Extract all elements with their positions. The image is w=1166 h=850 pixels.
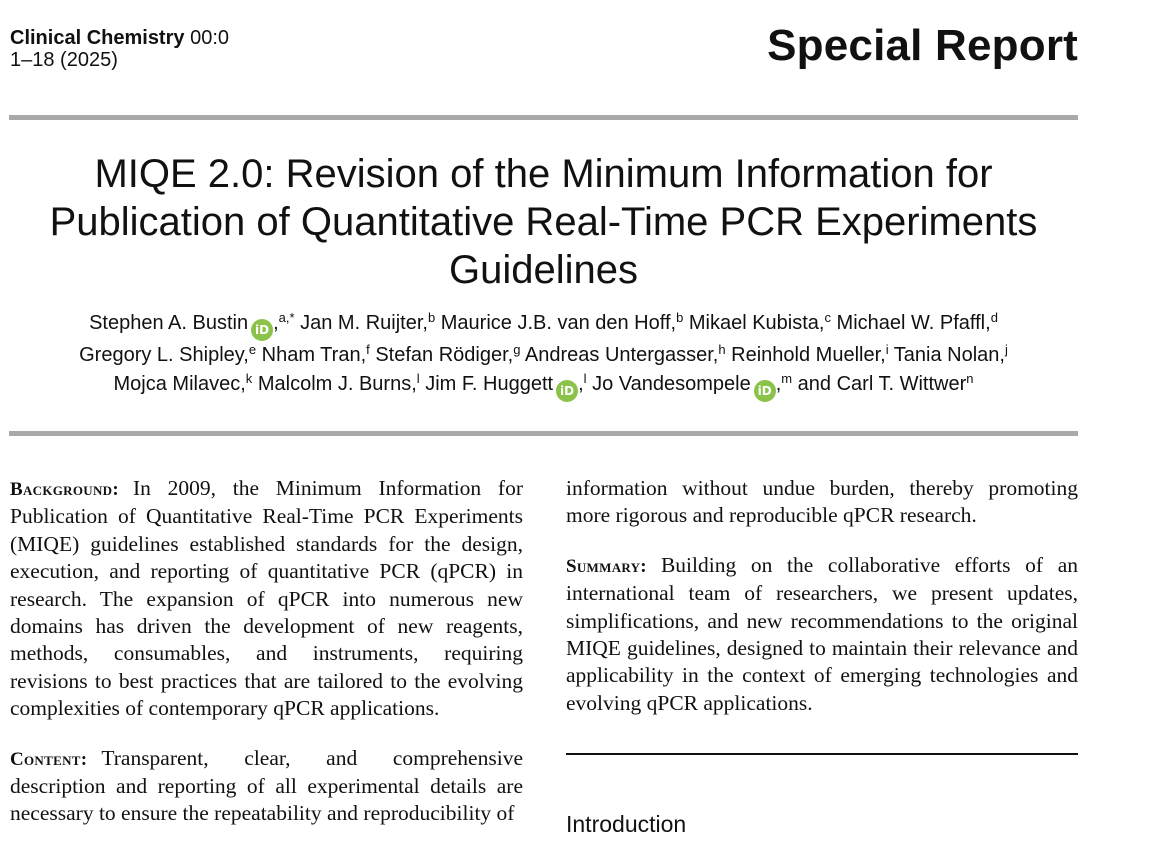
bottom-divider — [9, 431, 1078, 436]
author-affiliation: j — [1004, 342, 1008, 357]
author-separator: , — [243, 344, 249, 366]
author-separator: , — [999, 344, 1005, 366]
author-name[interactable]: Maurice J.B. van den Hoff — [440, 312, 671, 334]
abstract-summary — [566, 552, 1078, 717]
author-affiliation: b — [676, 310, 684, 325]
author-separator: , — [240, 373, 246, 395]
author-name[interactable]: Stephen A. Bustin — [89, 312, 249, 334]
background-label: Background: — [10, 479, 119, 500]
author-affiliation: h — [718, 342, 726, 357]
author-separator: , — [712, 344, 719, 366]
author-list — [9, 309, 1078, 402]
abstract-right-column — [566, 475, 1078, 739]
author-separator: , — [578, 373, 584, 395]
author-affiliation: k — [245, 371, 253, 386]
author-affiliation: a,* — [278, 310, 295, 325]
author-name[interactable]: Michael W. Pfaffl — [836, 312, 986, 334]
report-type-heading: Special Report — [767, 21, 1078, 70]
author-separator: , — [985, 312, 991, 334]
content-continued: information without undue burden, thereby promoting more rigorous and reproducible qPCR research. — [566, 476, 1078, 528]
author-separator: , — [411, 373, 417, 395]
author-separator: , — [670, 312, 677, 334]
article-title: MIQE 2.0: Revision of the Minimum Information for Publication of Quantitative Real-Time PCR Experiments Guidelines — [49, 152, 1038, 292]
content-label: Content: — [10, 748, 88, 770]
orcid-icon[interactable]: iD — [251, 319, 273, 341]
author-affiliation: b — [427, 310, 436, 325]
author-affiliation: g — [513, 342, 521, 357]
author-separator: , — [880, 344, 886, 366]
author-name[interactable]: Andreas Untergasser — [524, 344, 713, 366]
author-separator: , — [273, 312, 279, 334]
author-affiliation: l — [583, 371, 587, 386]
abstract-left-column — [10, 475, 523, 850]
author-affiliation: e — [248, 342, 257, 357]
author-name[interactable]: Tania Nolan — [893, 344, 1000, 366]
author-affiliation: i — [885, 342, 889, 357]
author-affiliation: c — [824, 310, 831, 325]
author-name[interactable]: Nham Tran — [261, 344, 361, 366]
abstract-content — [10, 745, 523, 828]
background-text: In 2009, the Minimum Information for Publication of Quantitative Real-Time PCR Experiments (MIQE) guidelines established standards for the design, execution, and reporting of quantitative PCR (qPCR) in research. The expansion of qPCR into numerous new domains has driven the development of new reagents, methods, consumables, and instruments, requiring revisions to best practices that are tailored to the evolving complexities of contemporary qPCR applications. — [10, 476, 523, 721]
author-name[interactable]: Stefan Rödiger — [375, 344, 508, 366]
orcid-icon[interactable]: iD — [754, 380, 776, 402]
author-separator: , — [360, 344, 367, 366]
author-separator: , — [818, 312, 825, 334]
summary-label: Summary: — [566, 555, 647, 577]
author-name[interactable]: Malcolm J. Burns — [257, 373, 412, 395]
author-name[interactable]: Carl T. Wittwer — [836, 373, 967, 395]
content-text: Transparent, clear, and comprehensive description and reporting of all experimental details are necessary to ensure the repeatability and reproducibility of — [10, 745, 523, 826]
author-name[interactable]: Mikael Kubista — [688, 312, 819, 334]
author-affiliation: d — [990, 310, 998, 325]
author-separator: , — [507, 344, 514, 366]
abstract-background — [10, 475, 523, 723]
journal-volume: 00:0 — [190, 27, 230, 49]
author-name[interactable]: Jan M. Ruijter — [300, 312, 423, 334]
introduction-heading: Introduction — [566, 811, 687, 837]
author-name[interactable]: Gregory L. Shipley — [79, 344, 244, 366]
author-name[interactable]: Reinhold Mueller — [731, 344, 881, 366]
author-separator: , — [775, 373, 782, 395]
author-separator: , — [422, 312, 428, 334]
top-divider — [9, 115, 1078, 120]
journal-pages: 1–18 (2025) — [10, 49, 118, 71]
author-name[interactable]: Jim F. Huggett — [425, 373, 554, 395]
orcid-icon[interactable]: iD — [556, 380, 578, 402]
summary-text: Building on the collaborative efforts of an international team of researchers, we present updates, simplifications, and new recommendations to the original MIQE guidelines, designed to maintain their relevance and applicability in the context of emerging technologies and evolving qPCR applications. — [566, 552, 1078, 715]
journal-name: Clinical Chemistry — [10, 27, 185, 49]
journal-citation — [10, 27, 229, 71]
author-name[interactable]: Mojca Milavec — [113, 373, 241, 395]
author-name[interactable]: Jo Vandesompele — [592, 373, 751, 395]
author-affiliation: l — [416, 371, 420, 386]
author-affiliation: f — [366, 342, 370, 357]
author-affiliation: m — [781, 371, 793, 386]
author-conjunction: and — [792, 373, 837, 395]
author-affiliation: n — [966, 371, 974, 386]
abstract-end-rule — [566, 753, 1078, 755]
